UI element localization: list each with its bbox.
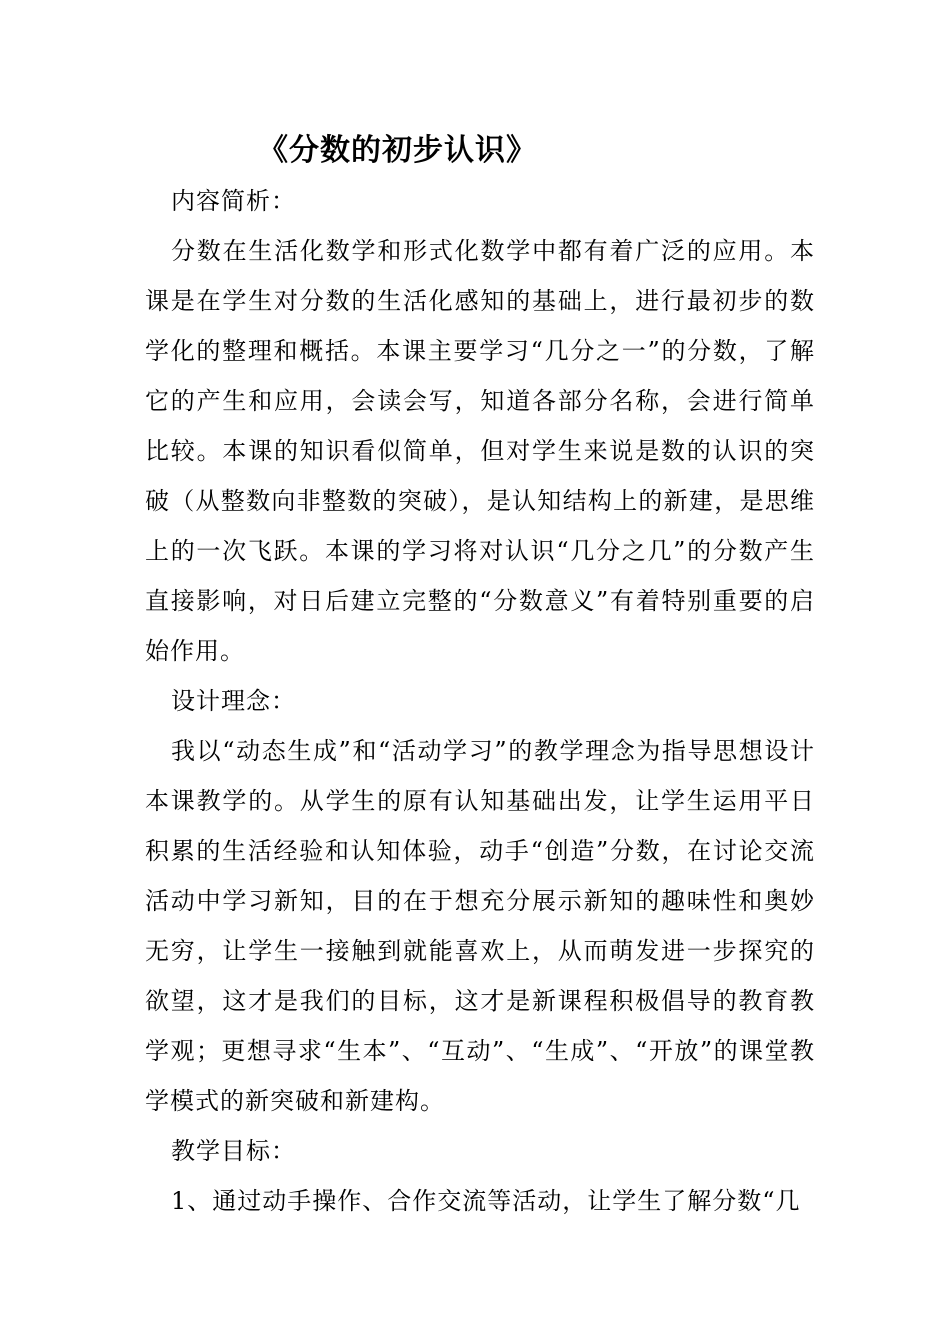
paragraph-teaching-goal-1: 1、通过动手操作、合作交流等活动，让学生了解分数“几 bbox=[171, 1187, 801, 1215]
heading-content-analysis: 内容简析： bbox=[171, 187, 296, 215]
heading-design-concept: 设计理念： bbox=[171, 687, 296, 715]
document-title: 《分数的初步认识》 bbox=[258, 133, 537, 168]
heading-teaching-goals: 教学目标： bbox=[171, 1137, 296, 1165]
paragraph-design-concept: 我以“动态生成”和“活动学习”的教学理念为指导思想设计本课教学的。从学生的原有认知基础出发，让学生运用平日积累的生活经验和认知体验，动手“创造”分数，在讨论交流活动中学习新知，目的在于想充分展示新知的趣味性和奥妙无穷，让学生一接触到就能喜欢上，从而萌发进一步探究的欲望，这才是我们的目标，这才是新课程积极倡导的教育教学观；更想寻求“生本”、“互动”、“生成”、“开放”的课堂教学模式的新突破和新建构。 bbox=[145, 737, 815, 1115]
paragraph-content-analysis: 分数在生活化数学和形式化数学中都有着广泛的应用。本课是在学生对分数的生活化感知的基础上，进行最初步的数学化的整理和概括。本课主要学习“几分之一”的分数，了解它的产生和应用，会读会写，知道各部分名称，会进行简单比较。本课的知识看似简单，但对学生来说是数的认识的突破（从整数向非整数的突破），是认知结构上的新建，是思维上的一次飞跃。本课的学习将对认识“几分之几”的分数产生直接影响，对日后建立完整的“分数意义”有着特别重要的启始作用。 bbox=[145, 237, 815, 665]
document-body bbox=[145, 176, 815, 1226]
